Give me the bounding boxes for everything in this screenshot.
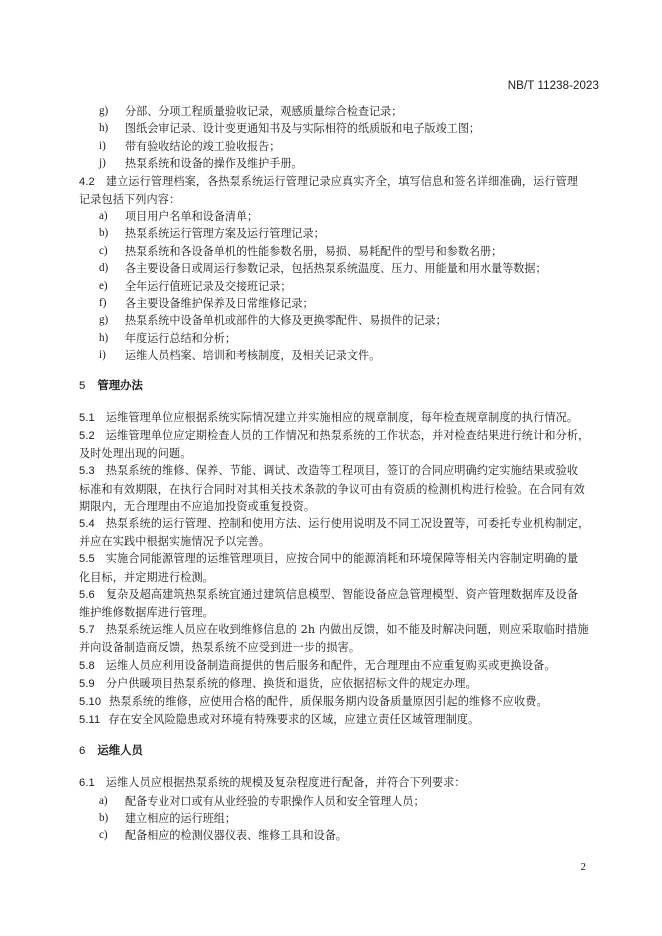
list-item (79, 208, 599, 225)
clause-number: 5.6 (79, 588, 95, 601)
section-number: 5 (79, 379, 86, 392)
list-marker: b) (99, 227, 109, 240)
section-heading (79, 377, 599, 395)
list-marker: c) (99, 829, 108, 842)
section-title: 管理办法 (97, 377, 143, 392)
list-marker: c) (99, 244, 108, 257)
list-item-text: 配备相应的检测仪器仪表、维修工具和设备。 (125, 829, 347, 843)
clause-text: 热泵系统的运行管理、控制和使用方法、运行使用说明及不同工况设置等，可委托专业机构制定， (105, 516, 590, 530)
list-marker: g) (99, 105, 109, 117)
clause-text: 标准和有效期限，在执行合同时对其相关技术条款的争议可由有资质的检测机构进行检验。在合同有效 (79, 482, 585, 496)
clause-number: 5.1 (79, 411, 95, 424)
list-item (79, 827, 599, 844)
clause-number: 5.8 (79, 659, 95, 672)
clause-number: 5.2 (79, 429, 95, 442)
clause-number: 5.10 (79, 695, 102, 708)
list-item (79, 295, 599, 312)
clause-number: 5.5 (79, 553, 95, 566)
clause (79, 462, 599, 515)
list-item (79, 260, 599, 277)
list-marker: a) (99, 794, 108, 807)
list-marker: j) (99, 157, 106, 170)
clause (79, 427, 599, 462)
clause-number: 5.3 (79, 465, 95, 478)
clause (79, 409, 599, 427)
clause-text: 运维管理单位应定期检查人员的工作情况和热泵系统的工作状态，并对检查结果进行统计和分析， (105, 428, 590, 442)
clause (79, 693, 599, 711)
list-item (79, 103, 599, 120)
list-item-text: 热泵系统和各设备单机的性能参数名册，易损、易耗配件的型号和参数名册； (125, 244, 503, 258)
list-item (79, 330, 599, 347)
list-marker: e) (99, 279, 108, 292)
list-item (79, 155, 599, 172)
clause-text: 分户供暖项目热泵系统的修理、换货和退货，应依据招标文件的规定办理。 (105, 676, 477, 690)
clause-text: 期限内，无合理理由不应追加投资或重复投资。 (79, 499, 316, 513)
list-item (79, 793, 599, 810)
list-marker: a) (99, 210, 108, 223)
clause-text: 化目标，并定期进行检测。 (79, 570, 214, 584)
clause-number: 5.7 (79, 624, 95, 637)
list-marker: i) (99, 139, 106, 152)
clause-text: 运维管理单位应根据系统实际情况建立并实施相应的规章制度，每年检查规章制度的执行情况。 (105, 410, 579, 424)
section-title: 运维人员 (97, 743, 143, 758)
list-item-text: 图纸会审记录、设计变更通知书及与实际相符的纸质版和电子版竣工图； (125, 122, 481, 136)
clause-text: 运维人员应根据热泵系统的规模及复杂程度进行配备，并符合下列要求： (105, 776, 466, 790)
clause-text: 热泵系统运维人员应在收到维修信息的 2h 内做出反馈，如不能及时解决问题，则应采取临时措施 (105, 623, 589, 637)
list-item (79, 225, 599, 242)
clause-text: 记录包括下列内容： (79, 192, 181, 206)
list-item-text: 热泵系统运行管理方案及运行管理记录； (125, 227, 325, 241)
section-number: 6 (79, 745, 86, 758)
list-marker: b) (99, 811, 109, 824)
list-marker: g) (99, 314, 109, 327)
clause (79, 675, 599, 693)
list-item (79, 120, 599, 137)
clause-text: 建立运行管理档案，各热泵系统运行管理记录应真实齐全，填写信息和签名详细准确，运行管理 (105, 174, 579, 188)
page-number: 2 (580, 861, 586, 873)
clause (79, 586, 599, 621)
list-item-text: 配备专业对口或有从业经验的专职操作人员和安全管理人员； (125, 794, 425, 808)
clause-6-1 (79, 774, 599, 792)
clause-text: 及时处理出现的问题。 (79, 447, 192, 461)
clause-text: 并向设备制造商反馈，热泵系统不应受到进一步的损害。 (79, 641, 361, 655)
list-marker: i) (99, 349, 106, 362)
list-item-text: 全年运行值班记录及交接班记录； (125, 279, 292, 293)
list-4-1-continuation (79, 103, 599, 173)
list-item-text: 项目用户名单和设备清单； (125, 210, 259, 224)
list-item-text: 热泵系统和设备的操作及维护手册。 (125, 157, 303, 171)
list-4-2 (79, 208, 599, 365)
list-item (79, 312, 599, 329)
clause-text: 热泵系统的维修、保养、节能、调试、改造等工程项目，签订的合同应明确约定实施结果或验收 (105, 464, 579, 478)
list-item (79, 243, 599, 260)
list-marker: h) (99, 122, 109, 135)
list-item (79, 278, 599, 295)
standard-number: NB/T 11238-2023 (507, 80, 599, 92)
clause-text: 并应在实践中根据实施情况予以完善。 (79, 535, 271, 549)
section-heading (79, 742, 599, 760)
list-marker: h) (99, 331, 109, 344)
list-item (79, 347, 599, 364)
section-5-clauses (79, 409, 599, 730)
clause-text: 存在安全风险隐患或对环境有特殊要求的区域，应建立责任区域管理制度。 (108, 713, 480, 727)
list-item-text: 分部、分项工程质量验收记录，观感质量综合检查记录； (125, 105, 403, 118)
list-item-text: 年度运行总结和分析； (125, 331, 236, 345)
clause-text: 实施合同能源管理的运维管理项目，应按合同中的能源消耗和环境保障等相关内容制定明确的量 (105, 552, 579, 566)
clause (79, 621, 599, 656)
clause-number: 5.4 (79, 517, 95, 530)
list-item-text: 热泵系统中设备单机或部件的大修及更换零配件、易损件的记录； (125, 314, 447, 328)
list-marker: f) (99, 297, 107, 310)
clause-text: 运维人员应利用设备制造商提供的售后服务和配件，无合理理由不应重复购买或更换设备。 (105, 658, 556, 672)
clause (79, 657, 599, 675)
document-body (79, 103, 599, 845)
list-item-text: 各主要设备维护保养及日常维修记录； (125, 297, 314, 311)
list-item (79, 138, 599, 155)
clause (79, 515, 599, 550)
clause-number: 5.11 (79, 714, 101, 727)
clause-text: 热泵系统的维修，应使用合格的配件，质保服务期内设备质量原因引起的维修不应收费。 (109, 694, 548, 708)
clause-number: 4.2 (79, 175, 95, 188)
clause-number: 5.9 (79, 677, 95, 690)
list-marker: d) (99, 262, 109, 275)
clause-text: 维护维修数据库进行管理。 (79, 605, 214, 619)
list-item-text: 运维人员档案、培训和考核制度，及相关记录文件。 (125, 349, 381, 363)
clause-text: 复杂及超高建筑热泵系统宜通过建筑信息模型、智能设备应急管理模型、资产管理数据库及设备 (105, 587, 579, 601)
clause-4-2 (79, 173, 599, 208)
clause (79, 550, 599, 585)
clause (79, 711, 599, 729)
list-6-1 (79, 793, 599, 845)
list-item-text: 各主要设备日或周运行参数记录，包括热泵系统温度、压力、用能量和用水量等数据； (125, 262, 547, 276)
list-item (79, 810, 599, 827)
clause-number: 6.1 (79, 777, 95, 790)
list-item-text: 建立相应的运行班组； (125, 811, 236, 825)
list-item-text: 带有验收结论的竣工验收报告； (125, 139, 281, 153)
